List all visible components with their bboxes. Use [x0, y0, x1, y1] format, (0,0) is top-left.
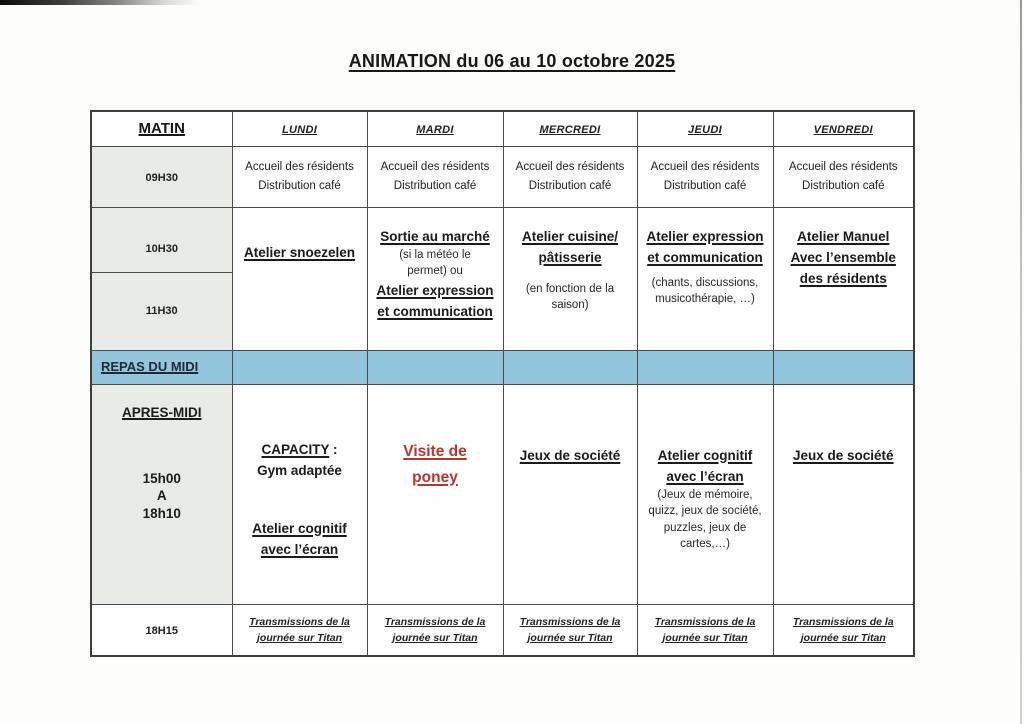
header-cell-lundi — [232, 111, 367, 146]
matin-label: MATIN — [138, 119, 185, 137]
time-cell-0930 — [91, 146, 232, 207]
lunch-label: REPAS DU MIDI — [101, 359, 199, 374]
transmission-line: journée sur Titan — [527, 631, 613, 644]
transmission-line: journée sur Titan — [800, 631, 886, 644]
cell-mardi-morning — [367, 207, 503, 350]
day-label-jeudi: JEUDI — [688, 123, 722, 136]
activity-note: puzzles, jeux de — [663, 521, 747, 534]
transmission-line: Transmissions de la — [654, 615, 756, 628]
afternoon-time-line: A — [156, 488, 167, 503]
day-label-lundi: LUNDI — [281, 123, 318, 136]
cell-jeudi-morning — [637, 207, 773, 350]
cell-mercredi-0930 — [503, 146, 637, 207]
day-label-vendredi: VENDREDI — [813, 123, 873, 136]
activity-note: (si la météo le — [399, 248, 471, 261]
time-label-0930: 09H30 — [145, 171, 178, 184]
activity-title: Jeux de société — [519, 447, 621, 463]
header-cell-mercredi — [503, 111, 637, 146]
cell-mardi-evening — [367, 604, 503, 656]
activity-title: Atelier expression — [376, 282, 494, 298]
activity-title: avec l’écran — [666, 468, 744, 484]
cell-lundi-lunch — [232, 350, 367, 384]
accueil-line: Distribution café — [663, 179, 747, 192]
activity-note: quizz, jeux de société, — [648, 505, 762, 517]
activity-title: Jeux de société — [792, 447, 894, 463]
accueil-line: Accueil des résidents — [788, 160, 898, 173]
time-label-1815: 18H15 — [145, 624, 178, 637]
activity-title: Sortie au marché — [380, 228, 490, 244]
lunch-label-cell — [91, 350, 232, 384]
row-morning-activities — [91, 207, 914, 350]
time-label-1130: 11H30 — [145, 305, 178, 317]
activity-note: (en fonction de la — [525, 282, 615, 295]
cell-lundi-afternoon — [232, 384, 367, 604]
transmission-line: Transmissions de la — [792, 615, 894, 628]
header-row — [91, 111, 914, 146]
header-cell-mardi — [367, 111, 503, 146]
accueil-line: Distribution café — [258, 179, 341, 192]
afternoon-time-line: 18h10 — [142, 505, 181, 521]
activity-title: avec l’écran — [260, 541, 339, 557]
activity-note: cartes,…) — [680, 538, 730, 550]
time-subcell-1030 — [92, 226, 232, 273]
day-label-mardi: MARDI — [416, 123, 454, 136]
time-cell-1815 — [91, 604, 232, 656]
header-cell-matin — [91, 111, 232, 146]
transmission-line: journée sur Titan — [662, 631, 748, 644]
cell-jeudi-0930 — [637, 146, 773, 207]
accueil-line: Accueil des résidents — [245, 160, 354, 173]
row-0930 — [91, 146, 914, 207]
activity-title-highlight: Visite de — [403, 442, 467, 460]
cell-mercredi-evening — [503, 604, 637, 656]
cell-jeudi-afternoon — [637, 384, 773, 604]
activity-note: permet) ou — [407, 265, 463, 277]
activity-note: (chants, discussions, — [651, 276, 759, 289]
transmission-line: journée sur Titan — [257, 631, 342, 644]
header-cell-jeudi — [637, 111, 773, 146]
cell-vendredi-morning — [773, 207, 914, 350]
cell-mardi-afternoon — [367, 384, 503, 604]
time-cell-afternoon — [91, 384, 232, 604]
transmission-line: Transmissions de la — [519, 615, 621, 628]
accueil-line: Accueil des résidents — [380, 160, 490, 173]
cell-mercredi-lunch — [503, 350, 637, 384]
activity-title: Atelier snoezelen — [243, 244, 356, 260]
activity-note: saison) — [551, 299, 589, 311]
activity-note: (Jeux de mémoire, — [657, 488, 753, 501]
cell-vendredi-afternoon — [773, 384, 914, 604]
cell-mercredi-morning — [503, 207, 637, 350]
activity-title: Atelier expression — [646, 228, 764, 244]
time-cell-1030-1130 — [91, 207, 232, 350]
activity-title: Atelier cognitif — [657, 447, 753, 463]
transmission-line: journée sur Titan — [392, 631, 478, 644]
cell-vendredi-evening — [773, 604, 914, 656]
scan-artifact-top-edge — [0, 0, 200, 5]
scan-artifact-right-edge — [1020, 0, 1022, 724]
cell-mercredi-afternoon — [503, 384, 637, 604]
activity-title: et communication — [647, 249, 763, 265]
accueil-line: Accueil des résidents — [650, 160, 760, 173]
cell-jeudi-lunch — [637, 350, 773, 384]
activity-title: et communication — [377, 303, 493, 319]
activity-title: CAPACITY : — [261, 441, 338, 457]
cell-lundi-evening — [232, 604, 367, 656]
activity-title: pâtisserie — [538, 249, 602, 265]
row-1815 — [91, 604, 914, 656]
cell-vendredi-lunch — [773, 350, 914, 384]
activity-title: Atelier Manuel — [797, 228, 890, 244]
activity-title: des résidents — [799, 270, 887, 286]
header-cell-vendredi — [773, 111, 914, 146]
row-lunch — [91, 350, 914, 384]
accueil-line: Accueil des résidents — [515, 160, 625, 173]
transmission-line: Transmissions de la — [249, 615, 350, 628]
accueil-line: Distribution café — [528, 179, 612, 192]
time-subcell-1130 — [92, 273, 232, 350]
day-label-mercredi: MERCREDI — [539, 123, 601, 136]
cell-jeudi-evening — [637, 604, 773, 656]
cell-lundi-morning — [232, 207, 367, 350]
row-afternoon — [91, 384, 914, 604]
document-title: ANIMATION du 06 au 10 octobre 2025 — [348, 51, 676, 71]
afternoon-time-line: 15h00 — [142, 470, 181, 486]
activity-title-highlight: poney — [412, 468, 458, 486]
cell-vendredi-0930 — [773, 146, 914, 207]
activity-subtitle: Gym adaptée — [257, 462, 342, 478]
transmission-line: Transmissions de la — [384, 615, 486, 628]
cell-lundi-0930 — [232, 146, 367, 207]
activity-title: Atelier cognitif — [252, 520, 347, 536]
activity-note: musicothérapie, …) — [655, 293, 755, 305]
weekly-schedule-table — [90, 110, 915, 657]
afternoon-label: APRES-MIDI — [121, 404, 202, 420]
cell-mardi-0930 — [367, 146, 503, 207]
time-label-1030: 10H30 — [145, 242, 178, 255]
activity-title: Atelier cuisine/ — [521, 228, 619, 244]
accueil-line: Distribution café — [802, 179, 885, 192]
cell-mardi-lunch — [367, 350, 503, 384]
accueil-line: Distribution café — [393, 179, 477, 192]
activity-title: Avec l’ensemble — [790, 249, 896, 265]
